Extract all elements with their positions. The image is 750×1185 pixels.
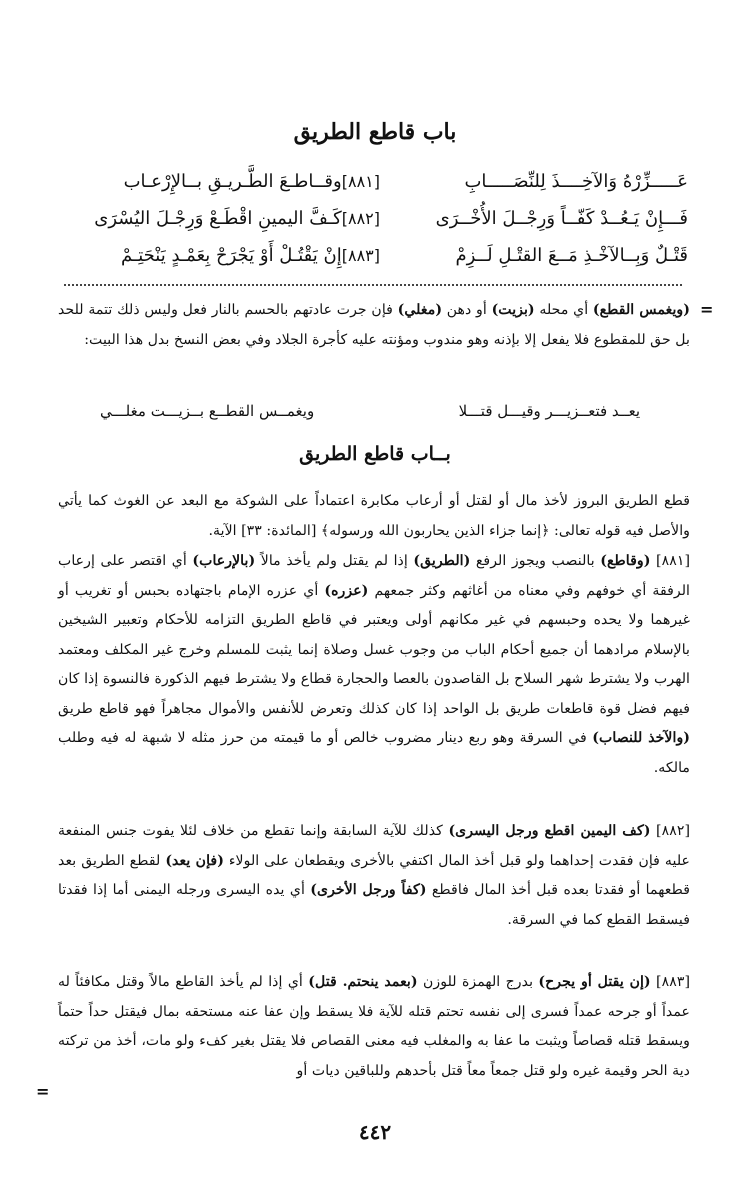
bold-lemma: (ويغمس القطع) (592, 302, 690, 318)
verse-first-hemistich (80, 208, 380, 229)
section-title: بــاب قاطع الطريق (299, 443, 451, 465)
commentary-text: أو دهن (442, 302, 492, 318)
verse-number: [٨٨١] (341, 172, 380, 191)
commentary-text: لقطع الطريق بعد قطعهما أو فقدتا بعده قبل أخذ المال فاقطع (58, 852, 690, 898)
footnote-continuation-mark: = (700, 300, 714, 319)
dotted-divider (64, 284, 682, 286)
bold-lemma: (بعمد ينحتم. قتل) (308, 974, 418, 990)
verse-second-hemistich: قَتْـلٌ وَبِــالآخْـذِ مَــعَ القتْـلِ لَــزِمْ (455, 245, 688, 266)
alternate-verse-second: يعــد فتعــزيـــر وقيـــل قتـــلا (458, 402, 640, 420)
commentary-text: أي إذا لم يأخذ القاطع مالاً وقتل مكافئاً له عمداً أو جرحه عمداً فسرى إلى نفسه تحتم قتله للآية فلا يسقط وإن عفا عنه مستحقه بمال فيقتل حداً حتماً ويسقط قتله قصاصاً ويثبت ما عفا به والمغلب فيه معنى القصاص فلا يقتل بغير كفء ولو مات، أخذ من تركته دية الحر وقيمة غيره ولو قتل جمعاً معاً قتل بأحدهم وللباقين ديات أو (58, 974, 690, 1079)
bold-lemma: (الطريق) (413, 553, 471, 569)
verse-first-hemistich (80, 245, 380, 266)
page-number: ٤٤٢ (358, 1120, 392, 1144)
verse-line (80, 200, 688, 237)
verse-block (80, 163, 688, 274)
verse-line (80, 237, 688, 274)
commentary-paragraph-883 (58, 968, 690, 1086)
verse-first-text: إِنْ يَقْتُـلْ أَوْ يَجْرَحْ بِعَمْـدٍ يَنْحَتِـمْ (120, 245, 342, 266)
bold-lemma: (كف اليمين اقطع ورجل اليسرى) (448, 823, 651, 839)
verse-number: [٨٨٢] (341, 209, 380, 228)
alternate-verse-first: ويغمــس القطــع بــزيـــت مغلـــي (100, 402, 315, 420)
verse-first-hemistich (80, 171, 380, 192)
commentary-text: بدرج الهمزة للوزن (417, 974, 539, 990)
commentary-text: أي عزره الإمام باجتهاده بحبس أو تغريب أو غيرهما ولا يحده وحبسهم في غير مكانهم أولى ويعتبر في قاطع الطريق التزامه للأحكام وتعبير الشيخين بالإسلام مرادهما أن جميع أحكام الباب من وجوب غسل وصلاة إنما يثبت للمسلم وخرج غير المكلف ومعتمد الهرب ولا يشترط شهر السلاح بل القاصدون بالعصا والحجارة قطاع ولا يشترط فيهم الذكورة فالنسوة إذا كان فيهم فضل قوة قاطعات طريق بل الواحد إذا كان كذلك وتعرض للأنفس والأموال مجاهراً فهو قاطع طريق (58, 582, 690, 717)
commentary-text: في السرقة وهو ربع دينار مضروب خالص أو ما قيمته من حرز مثله لا شبهة له فيه وطلب مالكه. (58, 730, 690, 776)
verse-first-text: كَـفَّ اليمينِ اقْطَـعْ وَرِجْـلَ اليُسْرَى (94, 208, 342, 229)
bold-lemma: (فإن يعد) (165, 852, 224, 869)
verse-number: [٨٨٣] (341, 246, 380, 265)
commentary-text: إذا لم يقتل ولم يأخذ مالاً (255, 553, 414, 569)
commentary-paragraph-881 (58, 547, 690, 783)
bold-lemma: (إن يقتل أو يجرح) (538, 974, 651, 990)
alternate-verse (100, 397, 640, 425)
verse-second-hemistich: فَـــإِنْ يَـعُــدْ كَفّــاً وَرِجْــلَ الأُخْــرَى (435, 208, 688, 229)
commentary-text: [٨٨٢] (650, 823, 691, 839)
bold-lemma: (مغلي) (397, 302, 443, 318)
bold-lemma: (والآخذ للنصاب) (592, 730, 691, 746)
commentary-text: فإن جرت عادتهم بالحسم بالنار فعل وليس ذلك تتمة للحد بل حق للمقطوع فلا يفعل إلا بإذنه وهو مندوب ومؤنته عليه كأجرة الجلاد وفي بعض النسخ بدل هذا البيت: (58, 302, 690, 348)
chapter-title: باب قاطع الطريق (293, 119, 457, 145)
verse-second-hemistich: عَـــــزِّرْهُ وَالآخِــــذَ لِلنِّصَـــــابِ (464, 171, 688, 192)
commentary-intro-paragraph (58, 296, 690, 355)
bold-lemma: (عزره) (324, 582, 369, 599)
commentary-text: [٨٨١] (650, 553, 690, 569)
commentary-text: كذلك للآية السابقة وإنما تقطع من خلاف لئلا يفوت جنس المنفعة عليه فإن فقدت إحداهما ولو قبل أخذ المال اكتفي بالأخرى ويقطعان على الولاء (58, 823, 690, 869)
commentary-text: أي اقتصر على إرعاب الرفقة أي خوفهم وفي معناه من أغاثهم وكثر جمعهم (58, 553, 690, 599)
definition-paragraph (58, 487, 690, 546)
commentary-text: [٨٨٣] (650, 974, 690, 990)
verse-first-text: وقــاطـعَ الطَّـريـقِ بــالإِرْعـاب (123, 171, 342, 192)
footnote-continuation-mark: = (36, 1082, 50, 1101)
bold-lemma: (بزيت) (491, 302, 535, 318)
commentary-text: قطع الطريق البروز لأخذ مال أو لقتل أو أرعاب مكابرة اعتماداً على الشوكة مع البعد عن الغوث كما يأتي والأصل فيه قوله تعالى: ﴿إنما جزاء الذين يحاربون الله ورسوله﴾ [المائدة: ٣٣] الآية. (58, 493, 690, 539)
commentary-text: بالنصب ويجوز الرفع (470, 553, 601, 569)
bold-lemma: (بالإرعاب) (192, 553, 256, 569)
bold-lemma: (وقاطع) (600, 553, 651, 569)
commentary-paragraph-882 (58, 817, 690, 935)
commentary-text: أي محله (534, 302, 593, 318)
bold-lemma: (كفاً ورجل الأخرى) (310, 882, 427, 898)
commentary-text: أي يده اليسرى ورجله اليمنى أما إذا فقدتا فيسقط القطع كما في السرقة. (58, 882, 690, 928)
verse-line (80, 163, 688, 200)
